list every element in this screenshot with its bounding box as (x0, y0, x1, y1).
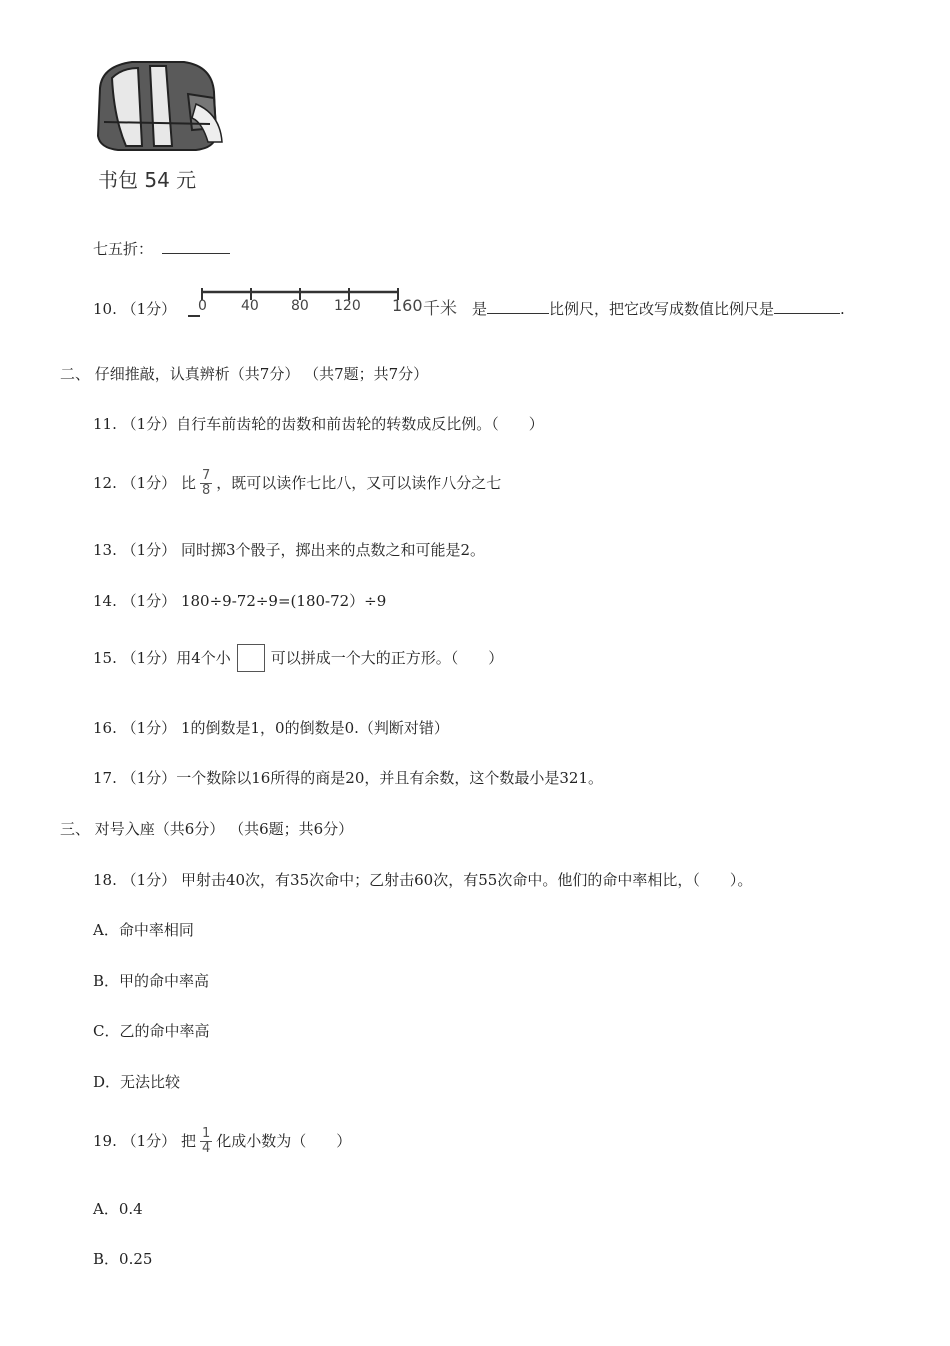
question-number: 18. (93, 871, 117, 889)
question-text: ，既可以读作七比八，又可以读作八分之七 (216, 474, 502, 492)
question-text: 同时掷3个骰子，掷出来的点数之和可能是2。 (180, 541, 486, 559)
question-score: （1分） (121, 769, 177, 787)
question-score: （1分） (121, 415, 177, 433)
option-d[interactable]: D．无法比较 (93, 1073, 181, 1091)
question-text: 可以拼成一个大的正方形。（ ） (270, 649, 504, 667)
question-score: （1分） (121, 541, 177, 559)
question-number: 13. (93, 541, 117, 559)
scale-tick-label: 120 (334, 298, 361, 314)
question-text: 比 (180, 474, 196, 492)
question-number: 19. (93, 1132, 117, 1150)
question-score: （1分） (121, 592, 177, 610)
question-number: 17. (93, 769, 117, 787)
question-score: （1分） (121, 300, 177, 318)
question-10 (93, 299, 176, 319)
discount-label: 七五折： (93, 240, 154, 258)
question-15 (93, 638, 503, 678)
question-number: 12. (93, 474, 117, 492)
option-b[interactable]: B．0.25 (93, 1250, 153, 1268)
answer-blank[interactable] (774, 299, 840, 314)
question-score: （1分） (121, 649, 177, 667)
option-c[interactable]: C．乙的命中率高 (93, 1022, 210, 1040)
small-square-icon (237, 644, 265, 672)
question-14 (93, 591, 386, 611)
fraction: $\frac{1}{4}$ (201, 1125, 211, 1156)
discount-line (93, 239, 230, 259)
question-score: （1分） (121, 871, 177, 889)
scale-tick-label: 160 (392, 296, 423, 315)
question-11 (93, 414, 544, 434)
question-text: 180÷9-72÷9=(180-72）÷9 (180, 592, 387, 610)
section-3-heading: 三、 对号入座（共6分） （共6题；共6分） (60, 820, 354, 838)
question-number: 14. (93, 592, 117, 610)
scale-tick-label: 80 (291, 298, 309, 314)
line-scale (186, 286, 470, 322)
backpack-caption: 书包 54 元 (98, 168, 197, 192)
section-2-heading: 二、 仔细推敲，认真辨析（共7分） （共7题；共7分） (60, 365, 429, 383)
question-score: （1分） (121, 474, 177, 492)
option-a[interactable]: A．0.4 (93, 1200, 143, 1218)
question-text: 1的倒数是1，0的倒数是0.（判断对错） (180, 719, 449, 737)
answer-blank[interactable] (487, 299, 549, 314)
scale-unit: 千米 (423, 299, 457, 319)
question-text: 化成小数为（ ） (216, 1132, 352, 1150)
question-number: 15. (93, 649, 117, 667)
question-text: 用4个小 (176, 649, 231, 667)
question-score: （1分） (121, 1132, 177, 1150)
question-18 (93, 870, 752, 890)
question-12 (93, 460, 501, 506)
question-score: （1分） (121, 719, 177, 737)
question-17 (93, 768, 603, 788)
question-text: 甲射击40次，有35次命中；乙射击60次，有55次命中。他们的命中率相比，（ ）。 (180, 871, 753, 889)
question-number: 10. (93, 300, 117, 318)
scale-tick-label: 40 (241, 298, 259, 314)
option-b[interactable]: B．甲的命中率高 (93, 972, 210, 990)
backpack-image (92, 58, 224, 154)
question-10-text: 是 比例尺，把它改写成数值比例尺是 . (472, 300, 845, 318)
question-number: 11. (93, 415, 117, 433)
question-text: 一个数除以16所得的商是20，并且有余数，这个数最小是321。 (176, 769, 603, 787)
backpack-icon (92, 58, 224, 154)
question-text: 自行车前齿轮的齿数和前齿轮的转数成反比例。（ ） (176, 415, 544, 433)
question-16 (93, 718, 449, 738)
question-number: 16. (93, 719, 117, 737)
fraction: $\frac{7}{8}$ (201, 467, 211, 498)
question-text: 把 (180, 1132, 196, 1150)
answer-blank[interactable] (162, 239, 230, 254)
scale-tick-label: 0 (198, 298, 207, 314)
option-a[interactable]: A．命中率相同 (93, 921, 194, 939)
question-19 (93, 1118, 351, 1164)
question-13 (93, 540, 485, 560)
